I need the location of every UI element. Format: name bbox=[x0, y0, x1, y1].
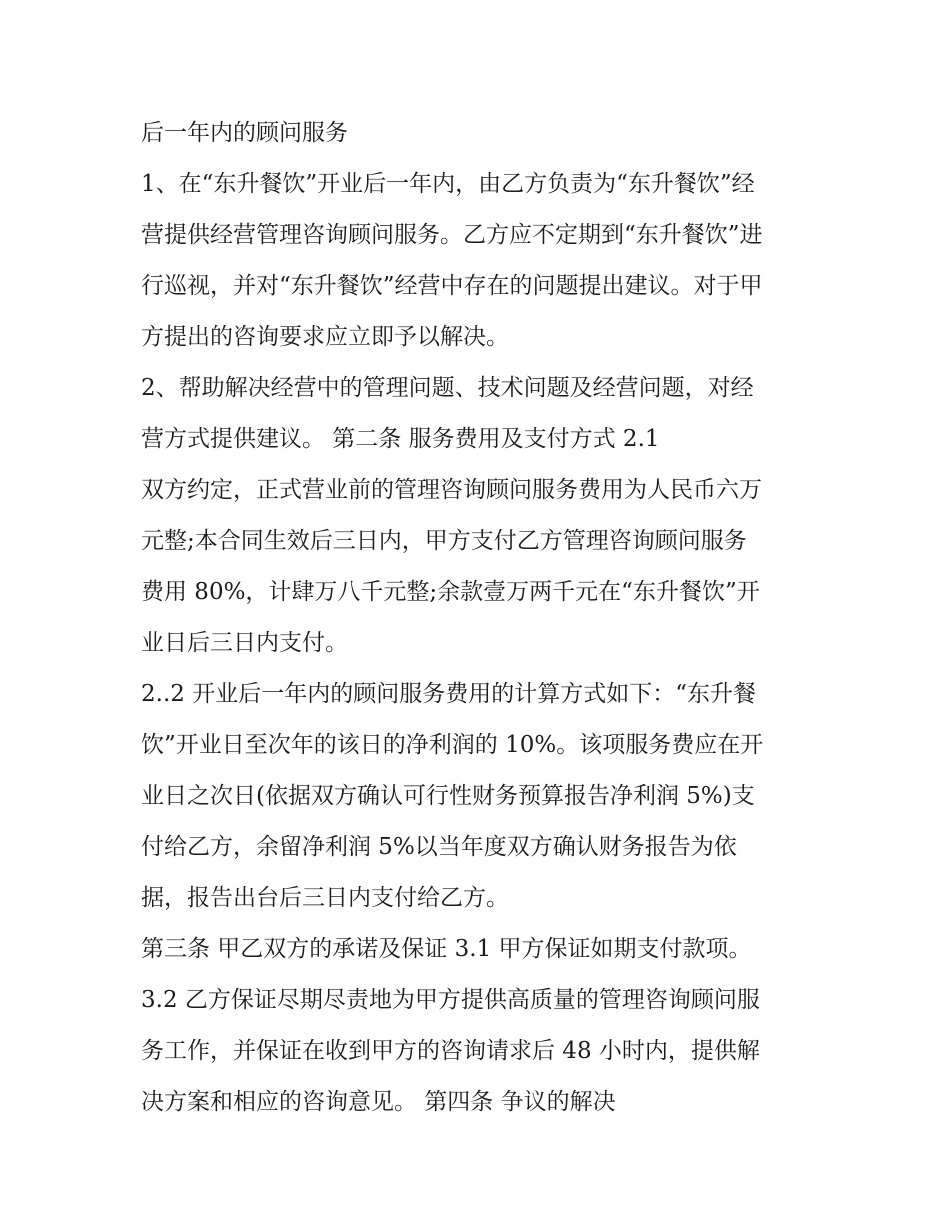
text-line: 据，报告出台后三日内支付给乙方。 bbox=[141, 885, 509, 911]
text-line: 务工作，并保证在收到甲方的咨询请求后 48 小时内，提供解 bbox=[141, 1038, 760, 1064]
text-line: 双方约定，正式营业前的管理咨询顾问服务费用为人民币六万 bbox=[141, 477, 762, 503]
text-line: 营方式提供建议。 第二条 服务费用及支付方式 2.1 bbox=[141, 426, 660, 452]
text-line: 元整;本合同生效后三日内，甲方支付乙方管理咨询顾问服务 bbox=[141, 528, 747, 554]
text-line: 付给乙方，余留净利润 5%以当年度双方确认财务报告为依 bbox=[141, 834, 737, 860]
text-line: 2、帮助解决经营中的管理问题、技术问题及经营问题，对经 bbox=[141, 375, 754, 401]
text-line: 决方案和相应的咨询意见。 第四条 争议的解决 bbox=[141, 1089, 616, 1115]
text-line: 饮”开业日至次年的该日的净利润的 10%。该项服务费应在开 bbox=[141, 732, 764, 758]
text-line: 2..2 开业后一年内的顾问服务费用的计算方式如下：“东升餐 bbox=[141, 681, 756, 707]
text-line: 后一年内的顾问服务 bbox=[141, 120, 348, 146]
text-line: 行巡视，并对“东升餐饮”经营中存在的问题提出建议。对于甲 bbox=[141, 273, 763, 299]
text-line: 1、在“东升餐饮”开业后一年内，由乙方负责为“东升餐饮”经 bbox=[141, 171, 755, 197]
text-line: 3.2 乙方保证尽期尽责地为甲方提供高质量的管理咨询顾问服 bbox=[141, 987, 760, 1013]
text-line: 业日后三日内支付。 bbox=[141, 630, 348, 656]
text-line: 营提供经营管理咨询顾问服务。乙方应不定期到“东升餐饮”进 bbox=[141, 222, 763, 248]
contract-text bbox=[141, 108, 821, 1128]
text-line: 方提出的咨询要求应立即予以解决。 bbox=[141, 324, 509, 350]
text-line: 费用 80%，计肆万八千元整;余款壹万两千元在“东升餐饮”开 bbox=[141, 579, 760, 605]
text-line: 业日之次日(依据双方确认可行性财务预算报告净利润 5%)支 bbox=[141, 783, 755, 809]
text-line: 第三条 甲乙双方的承诺及保证 3.1 甲方保证如期支付款项。 bbox=[141, 936, 752, 962]
